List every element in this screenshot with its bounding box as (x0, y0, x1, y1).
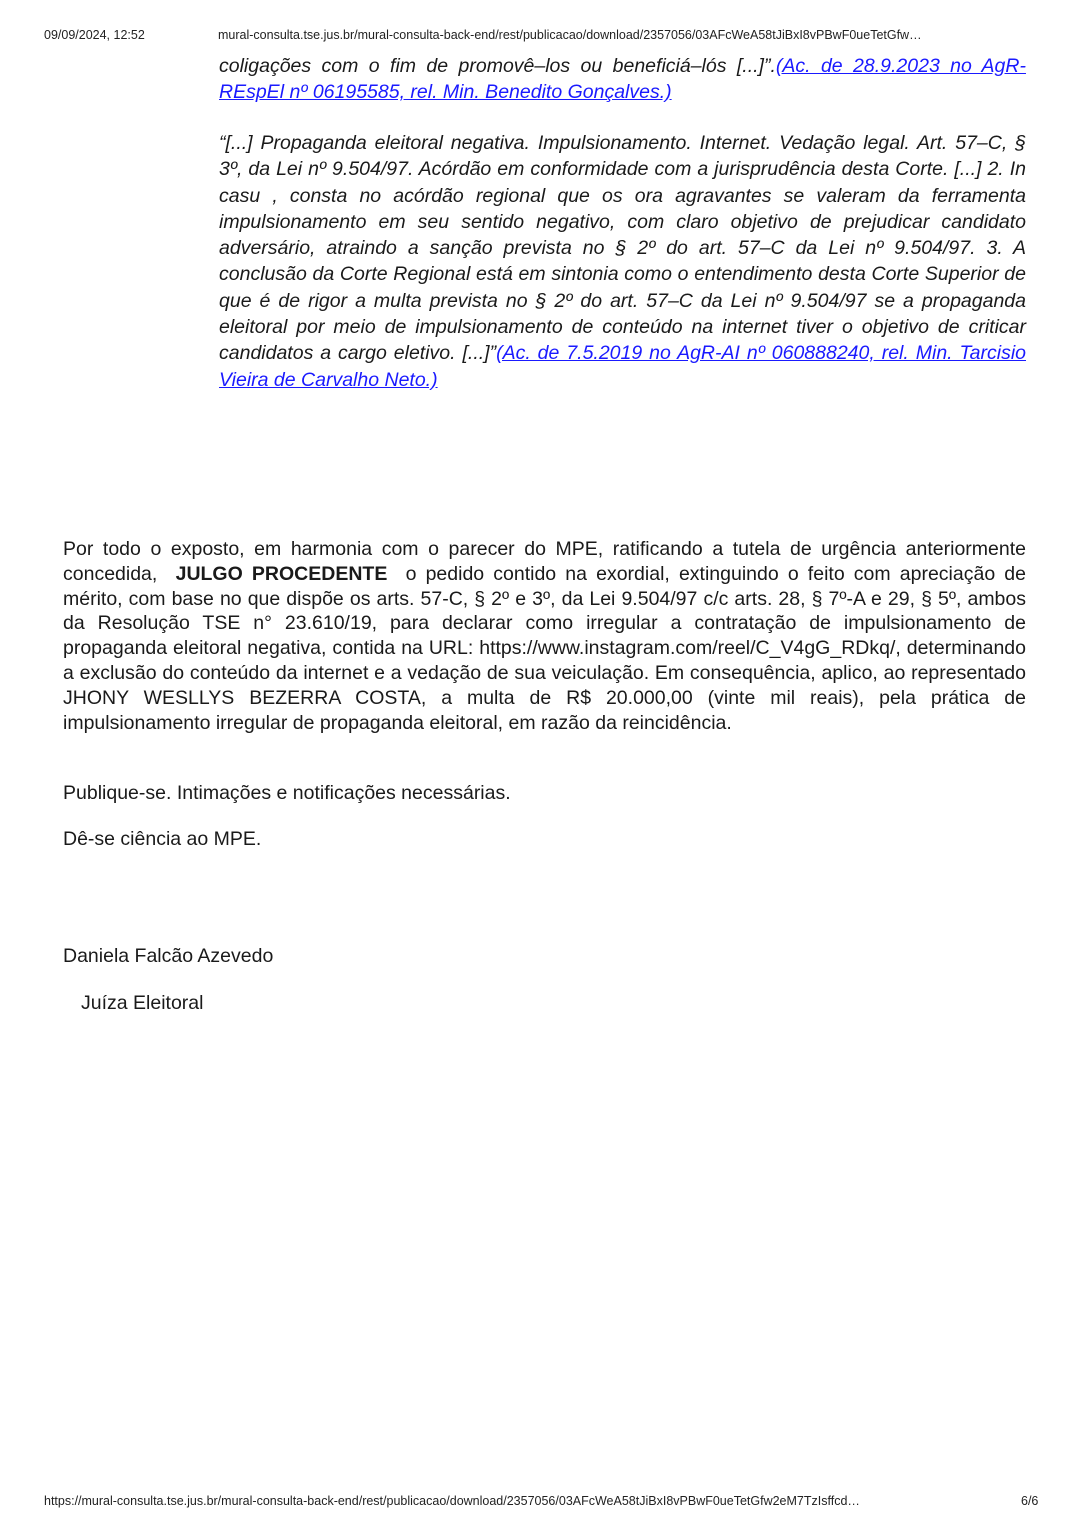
notice-order: Dê-se ciência ao MPE. (63, 828, 262, 850)
quote-2-text: “[...] Propaganda eleitoral negativa. Impulsionamento. Internet. Vedação legal. Art. 57–C, § 3º, da Lei nº 9.504/97. Acórdão em conformidade com a jurisprudência desta Corte. [...] 2. In casu , consta no acórdão regional que os ora agravantes se valeram da ferramenta impulsionamento em seu sentido negativo, com claro objetivo de prejudicar candidato adversário, atraindo a sanção prevista no § 2º do art. 57–C da Lei nº 9.504/97. 3. A conclusão da Corte Regional está em sintonia como o entendimento desta Corte Superior de que é de rigor a multa prevista no § 2º do art. 57–C da Lei nº 9.504/97 se a propaganda eleitoral por meio de impulsionamento de conteúdo na internet tiver o objetivo de criticar candidatos a cargo eletivo. [...]” (219, 132, 1026, 365)
signer-role: Juíza Eleitoral (81, 992, 204, 1014)
verdict-text: JULGO PROCEDENTE (175, 562, 388, 585)
quote-1-text: coligações com o fim de promovê–los ou beneficiá–lós [...]”. (219, 55, 776, 77)
publication-order: Publique-se. Intimações e notificações necessárias. (63, 782, 511, 804)
print-datetime: 09/09/2024, 12:52 (44, 28, 145, 42)
decision-rest: o pedido contido na exordial, extinguindo o feito com apreciação de mérito, com base no que dispõe os arts. 57-C, § 2º e 3º, da Lei 9.504/97 c/c arts. 28, § 7º-A e 29, § 5º, ambos da Resolução TSE n° 23.610/19, para declarar como irregular a contratação de impulsionamento de propaganda eleitoral negativa, contida na URL: https://www.instagram.com/reel/C_V4gG_RDkq/, determinando a exclusão do conteúdo da internet e a vedação de sua veiculação. Em consequência, aplico, ao representado JHONY WESLLYS BEZERRA COSTA, a multa de R$ 20.000,00 (vinte mil reais), pela prática de impulsionamento irregular de propaganda eleitoral, em razão da reincidência. (63, 562, 1026, 734)
citation-link-1[interactable]: (Ac. de 28.9.2023 no AgR-REspEl nº 06195585, rel. Min. Benedito Gonçalves.) (219, 55, 1026, 104)
print-header-url: mural-consulta.tse.jus.br/mural-consulta-back-end/rest/publicacao/download/2357056/03AFcWeA58tJiBxI8vPBwF0ueTetGfw… (218, 28, 922, 42)
page-number: 6/6 (1021, 1494, 1039, 1508)
quote-block-2 (219, 130, 1026, 393)
decision-paragraph (63, 537, 1026, 735)
decision-intro: Por todo o exposto, em harmonia com o parecer do MPE, ratificando a tutela de urgência anteriormente concedida, (63, 538, 1026, 585)
signer-name: Daniela Falcão Azevedo (63, 945, 274, 967)
quote-block-1 (219, 53, 1026, 106)
citation-link-2[interactable]: (Ac. de 7.5.2019 no AgR-AI nº 060888240, rel. Min. Tarcisio Vieira de Carvalho Neto.) (219, 342, 1026, 391)
print-footer-url: https://mural-consulta.tse.jus.br/mural-consulta-back-end/rest/publicacao/download/2357056/03AFcWeA58tJiBxI8vPBwF0ueTetGfw2eM7TzIsffcd… (44, 1494, 860, 1508)
